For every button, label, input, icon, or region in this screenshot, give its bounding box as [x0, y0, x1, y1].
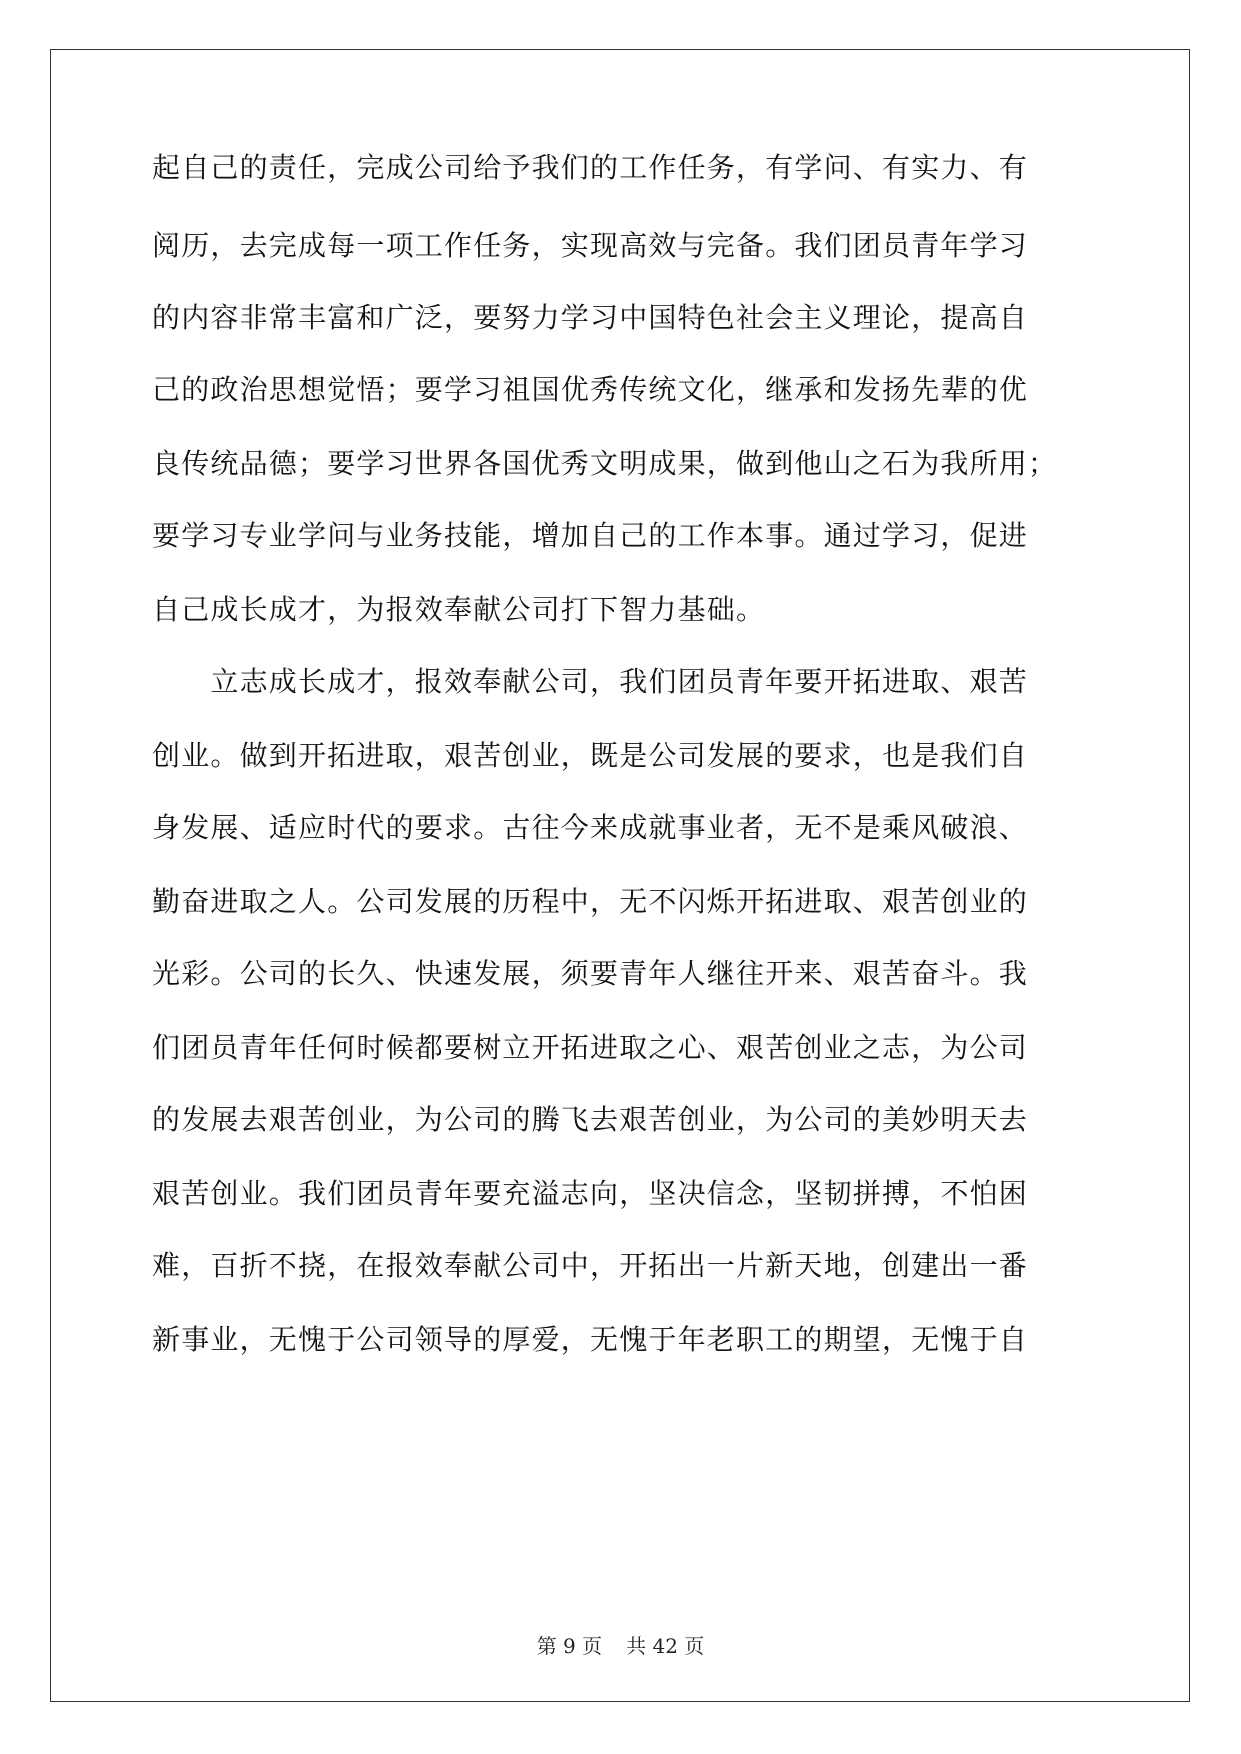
text-line: 勤奋进取之人。公司发展的历程中，无不闪烁开拓进取、艰苦创业的	[152, 885, 1029, 918]
page-footer	[0, 1630, 1241, 1659]
page-border	[50, 49, 1190, 1702]
text-line: 光彩。公司的长久、快速发展，须要青年人继往开来、艰苦奋斗。我	[152, 957, 1029, 990]
text-line: 身发展、适应时代的要求。古往今来成就事业者，无不是乘风破浪、	[152, 811, 1029, 844]
page-number: 第 9 页	[536, 1634, 603, 1658]
text-line: 艰苦创业。我们团员青年要充溢志向，坚决信念，坚韧拼搏，不怕困	[152, 1177, 1029, 1210]
text-line: 己的政治思想觉悟；要学习祖国优秀传统文化，继承和发扬先辈的优	[152, 373, 1029, 406]
text-line: 难，百折不挠，在报效奉献公司中，开拓出一片新天地，创建出一番	[152, 1249, 1029, 1282]
text-line: 的内容非常丰富和广泛，要努力学习中国特色社会主义理论，提高自	[152, 301, 1029, 334]
text-line: 的发展去艰苦创业，为公司的腾飞去艰苦创业，为公司的美妙明天去	[152, 1103, 1029, 1136]
text-line: 新事业，无愧于公司领导的厚爱，无愧于年老职工的期望，无愧于自	[152, 1323, 1029, 1356]
text-line: 创业。做到开拓进取，艰苦创业，既是公司发展的要求，也是我们自	[152, 739, 1029, 772]
text-line: 阅历，去完成每一项工作任务，实现高效与完备。我们团员青年学习	[152, 229, 1029, 262]
text-line: 起自己的责任，完成公司给予我们的工作任务，有学问、有实力、有	[152, 151, 1029, 184]
text-line: 立志成长成才，报效奉献公司，我们团员青年要开拓进取、艰苦	[152, 665, 1029, 698]
page-total: 共 42 页	[626, 1634, 705, 1658]
text-line: 良传统品德；要学习世界各国优秀文明成果，做到他山之石为我所用；	[152, 447, 1058, 480]
text-line: 要学习专业学问与业务技能，增加自己的工作本事。通过学习，促进	[152, 519, 1029, 552]
text-line: 自己成长成才，为报效奉献公司打下智力基础。	[152, 593, 766, 626]
text-line: 们团员青年任何时候都要树立开拓进取之心、艰苦创业之志，为公司	[152, 1031, 1029, 1064]
